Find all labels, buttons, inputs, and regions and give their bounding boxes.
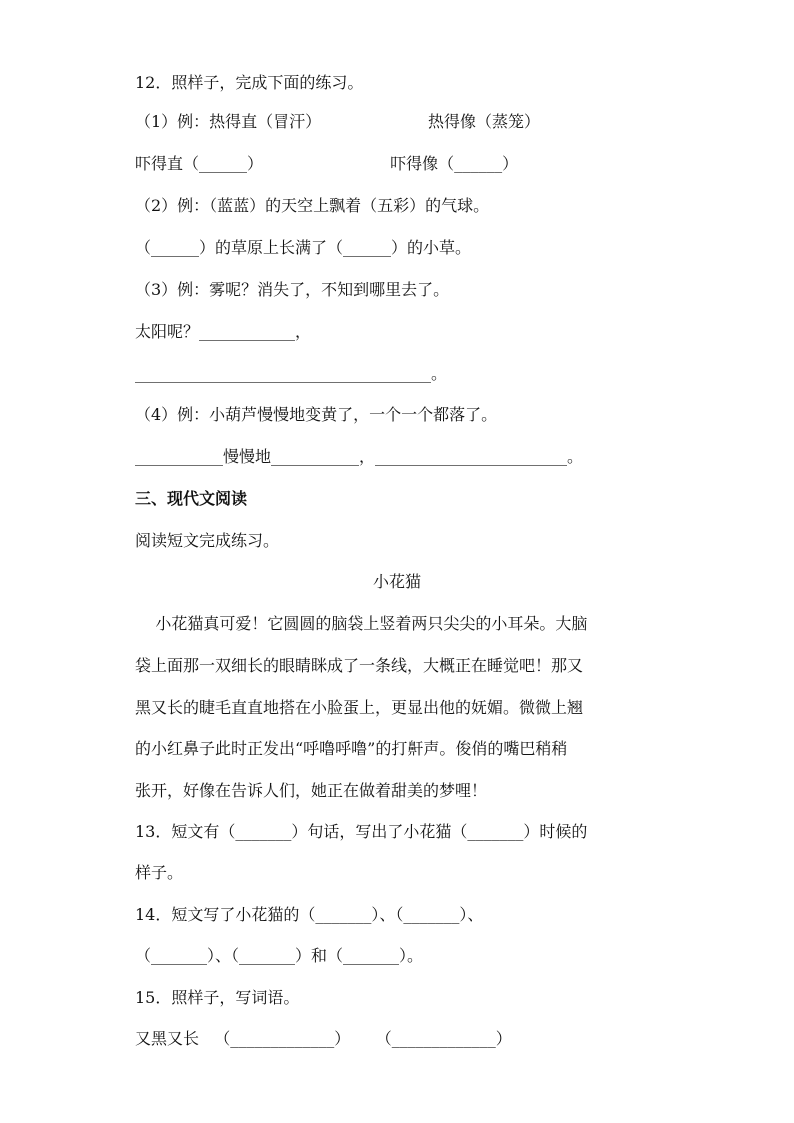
passage-line: 的小红鼻子此时正发出“呼噜呼噜”的打鼾声。俊俏的嘴巴稍稍 (135, 739, 568, 758)
passage-line: 小花猫真可爱！它圆圆的脑袋上竖着两只尖尖的小耳朵。大脑 (135, 614, 588, 633)
q12-part3-answer-a: 太阳呢？____________， (135, 322, 312, 341)
q12-part1-example: （1）例：热得直（冒汗） 热得像（蒸笼） (135, 112, 540, 131)
passage-line: 黑又长的睫毛直直地搭在小脸蛋上，更显出他的妩媚。微微上翘 (135, 698, 584, 717)
q12-part4-answer: ___________慢慢地___________，________________________。 (135, 447, 584, 466)
q12-part2-example: （2）例：（蓝蓝）的天空上飘着（五彩）的气球。 (135, 196, 490, 215)
q12-part1-answer: 吓得直（______） 吓得像（______） (135, 154, 519, 173)
q14-line1: 14．短文写了小花猫的（_______）、（_______）、 (135, 905, 484, 924)
passage-line: 张开，好像在告诉人们，她正在做着甜美的梦哩！ (135, 781, 488, 800)
q12-part3-example: （3）例：雾呢？消失了，不知到哪里去了。 (135, 280, 450, 299)
q13-line2: 样子。 (135, 863, 184, 882)
q12-part2-answer: （______）的草原上长满了（______）的小草。 (135, 238, 472, 257)
q12-part3-answer-b: _____________________________________。 (135, 364, 448, 383)
passage-line: 袋上面那一双细长的眼睛眯成了一条线，大概正在睡觉吧！那又 (135, 656, 584, 675)
passage-title: 小花猫 (372, 572, 421, 591)
q15-title: 15．照样子，写词语。 (135, 988, 300, 1007)
q14-line2: （_______）、（_______）和（_______）。 (135, 946, 424, 965)
q12-title: 12．照样子，完成下面的练习。 (135, 73, 364, 92)
q15-example: 又黑又长 （_____________） （_____________） (135, 1029, 512, 1048)
section-instruction: 阅读短文完成练习。 (135, 531, 280, 550)
q12-part4-example: （4）例：小葫芦慢慢地变黄了，一个一个都落了。 (135, 405, 498, 424)
section-heading: 三、现代文阅读 (135, 489, 248, 508)
q13-line1: 13．短文有（_______）句话，写出了小花猫（_______）时候的 (135, 822, 588, 841)
